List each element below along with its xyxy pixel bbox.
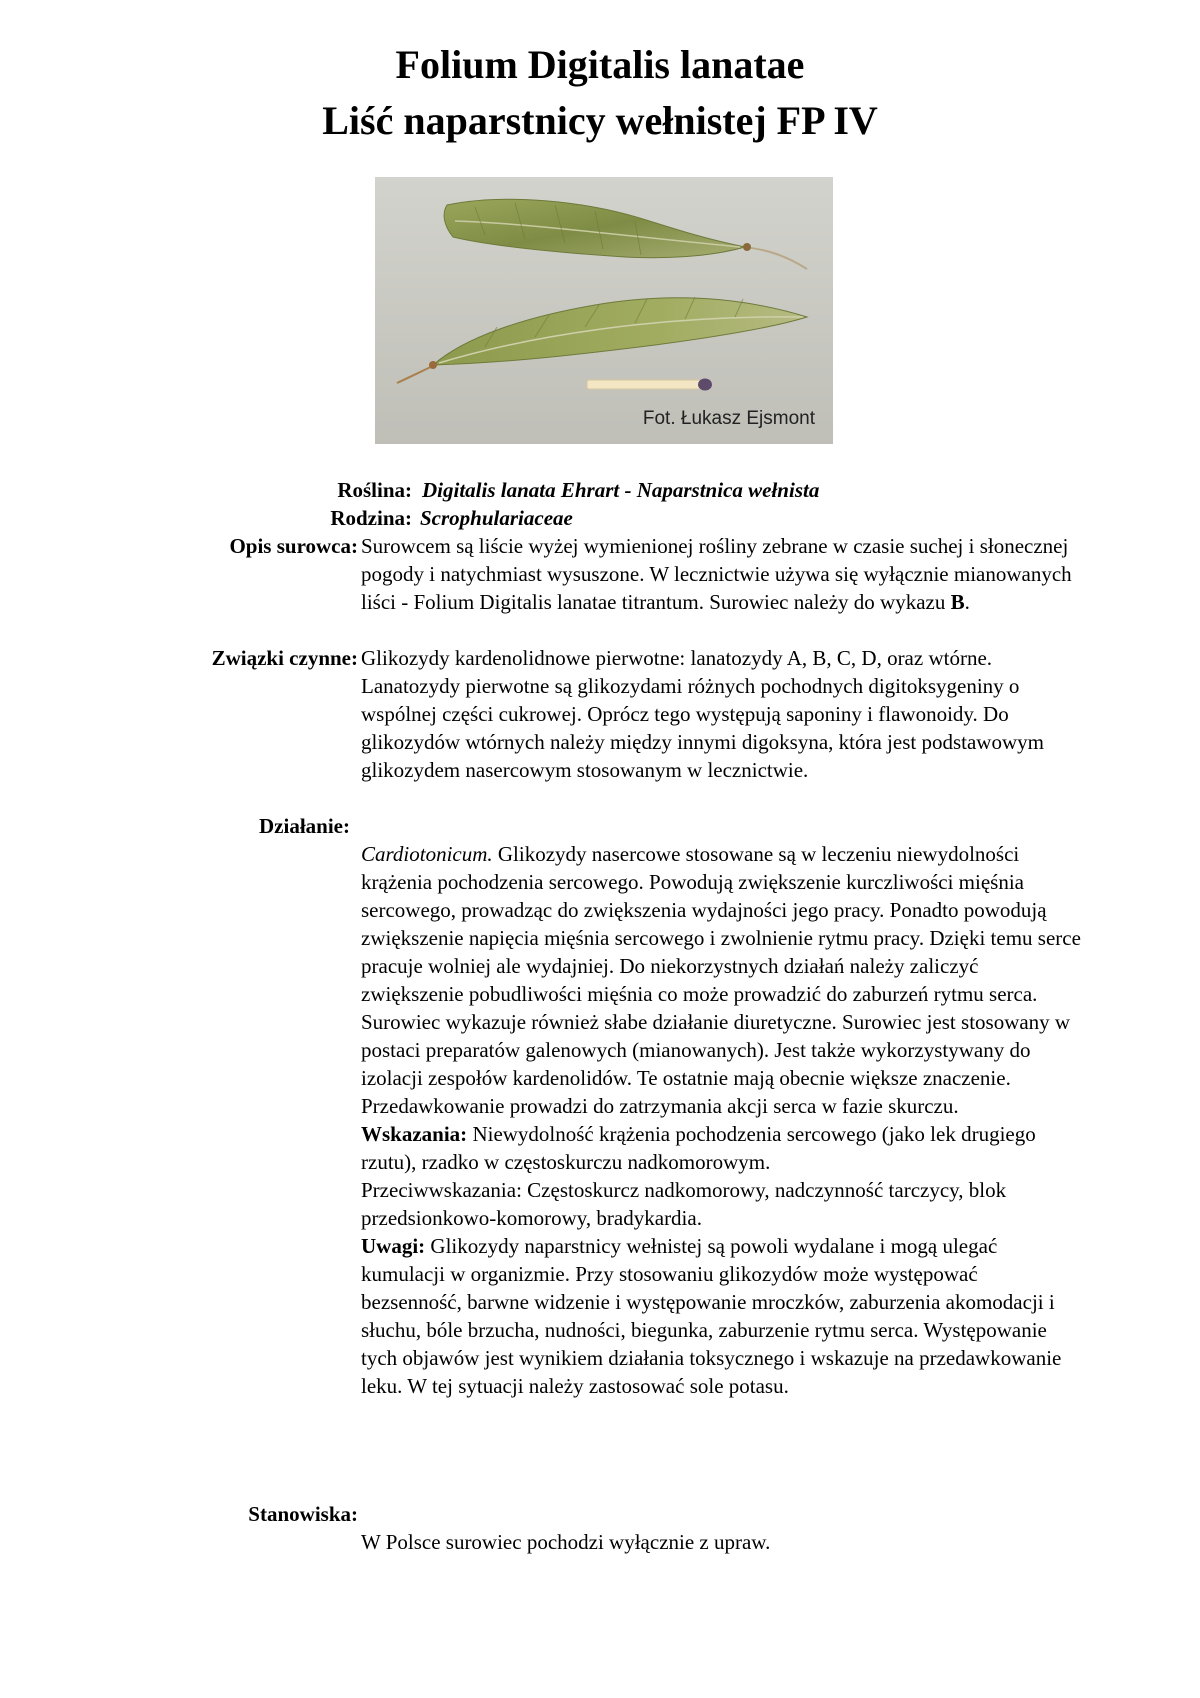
action-text: Cardiotonicum. Glikozydy nasercowe stosowane są w leczeniu niewydolności krążenia pochodzenia sercowego. Powodują zwiększenie kurczliwości mięśnia sercowego, prowadząc do zwiększenia wydajności jego pracy. Ponadto powodują zwiększenie napięcia mięśnia sercowego i zwolnienie rytmu pracy. Dzięki temu serce pracuje wolniej ale wydajniej. Do niekorzystnych działań należy zaliczyć zwiększenie pobudliwości mięśnia co może prowadzić do zaburzeń rytmu serca. Surowiec wykazuje również słabe działanie diuretyczne. Surowiec jest stosowany w postaci preparatów galenowych (mianowanych). Jest także wykorzystywany do izolacji zespołów kardenolidów. Te ostatnie mają obecnie większe znaczenie. Przedawkowanie prowadzi do zatrzymania akcji serca w fazie skurczu. Wskazania: Niewydolność krążenia pochodzenia sercowego (jako lek drugiego rzutu), rzadko w częstoskurczu nadkomorowym. Przeciwwskazania: Częstoskurcz nadkomorowy, nadczynność tarczycy, blok przedsionkowo-komorowy, bradykardia. Uwagi: Glikozydy naparstnicy wełnistej są powoli wydalane i mogą ulegać kumulacji w organizmie. Przy stosowaniu glikozydów może występować bezsenność, barwne widzenie i występowanie mroczków, zaburzenia akomodacji i słuchu, bóle brzucha, nudności, biegunka, zaburzenie rytmu serca. Występowanie tych objawów jest wynikiem działania toksycznego i wskazuje na przedawkowanie leku. W tej sytuacji należy zastosować sole potasu.: [361, 842, 1081, 1398]
description-text: Surowcem są liście wyżej wymienionej rośliny zebrane w czasie suchej i słonecznej pogody i natychmiast wysuszone. W lecznictwie używa się wyłącznie mianowanych liści - Folium Digitalis lanatae titrantum. Surowiec należy do wykazu B.: [361, 534, 1072, 614]
family-row: [0, 504, 1200, 532]
list-letter: B: [950, 590, 965, 614]
family-label: Rodzina:: [330, 506, 412, 530]
plant-value: Digitalis lanata Ehrart - Naparstnica wełnista: [422, 478, 820, 502]
compounds-label: Związki czynne:: [211, 646, 358, 670]
habitat-label: Stanowiska:: [248, 1502, 358, 1526]
contraindications-text: Przeciwwskazania: Częstoskurcz nadkomorowy, nadczynność tarczycy, blok przedsionkowo-komorowy, bradykardia.: [361, 1178, 1007, 1230]
matchstick: [587, 380, 703, 389]
plant-row: [0, 476, 1200, 504]
plant-label: Roślina:: [337, 478, 412, 502]
description-label: Opis surowca:: [229, 534, 358, 558]
photo-caption: Fot. Łukasz Ejsmont: [642, 408, 815, 429]
leaf-illustration: [375, 177, 833, 444]
page-title: Folium Digitalis lanatae: [395, 42, 805, 87]
action-label: Działanie:: [259, 814, 350, 838]
leaf-photo: [375, 177, 833, 444]
page-subtitle: Liść naparstnicy wełnistej FP IV: [322, 98, 878, 143]
family-value: Scrophulariaceae: [420, 506, 573, 530]
indications-label: Wskazania:: [361, 1122, 468, 1146]
compounds-text: Glikozydy kardenolidnowe pierwotne: lanatozydy A, B, C, D, oraz wtórne. Lanatozydy pierwotne są glikozydami różnych pochodnych digitoksygeniny o wspólnej części cukrowej. Oprócz tego występują saponiny i flawonoidy. Do glikozydów wtórnych należy między innymi digoksyna, która jest podstawowym glikozydem nasercowym stosowanym w lecznictwie.: [361, 646, 1044, 782]
habitat-text: W Polsce surowiec pochodzi wyłącznie z upraw.: [361, 1530, 771, 1554]
notes-label: Uwagi:: [361, 1234, 426, 1258]
action-term: Cardiotonicum.: [361, 842, 493, 866]
